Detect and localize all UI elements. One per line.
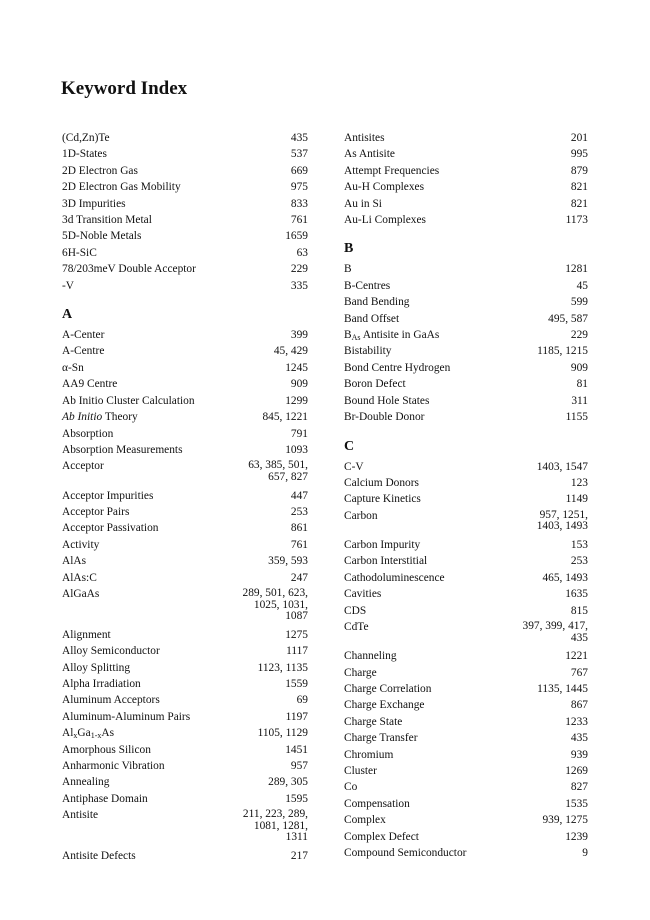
index-entry	[344, 261, 588, 277]
index-entry	[62, 504, 308, 520]
index-term: Charge	[344, 666, 377, 679]
index-pages: 289, 305	[268, 776, 308, 789]
index-pages: 1093	[285, 443, 308, 456]
index-entry	[62, 676, 308, 692]
index-pages: 975	[290, 181, 308, 194]
index-pages: 815	[570, 604, 588, 617]
index-term: 1D-States	[62, 148, 107, 161]
index-entry	[62, 212, 308, 228]
index-entry	[344, 714, 588, 730]
index-term: A-Center	[62, 329, 105, 342]
index-term: α-Sn	[62, 361, 84, 374]
index-term: 6H-SiC	[62, 246, 97, 259]
index-pages: 669	[290, 164, 308, 177]
index-entry	[62, 643, 308, 659]
index-term: Compensation	[344, 797, 410, 810]
index-pages: 465, 1493	[542, 571, 588, 584]
index-pages: 1269	[565, 764, 588, 777]
index-term: CdTe	[344, 620, 369, 633]
index-pages: 81	[576, 378, 588, 391]
index-pages: 247	[290, 571, 308, 584]
index-pages: 861	[290, 522, 308, 535]
index-entry	[62, 393, 308, 409]
index-entry	[62, 520, 308, 536]
index-term: C-V	[344, 460, 364, 473]
index-entry	[62, 327, 308, 343]
index-entry	[62, 426, 308, 442]
index-pages: 761	[290, 538, 308, 551]
index-entry	[344, 619, 588, 644]
index-term: AlAs:C	[62, 571, 97, 584]
index-entry	[62, 196, 308, 212]
index-pages: 879	[570, 164, 588, 177]
index-entry	[62, 570, 308, 586]
index-term: $B_{As}$ Antisite in GaAs	[344, 329, 440, 343]
section-letter: C	[344, 438, 355, 454]
index-entry	[62, 692, 308, 708]
index-term: Charge Transfer	[344, 732, 418, 745]
index-pages: 435	[570, 732, 588, 745]
index-term: A-Centre	[62, 345, 105, 358]
index-term: 78/203meV Double Acceptor	[62, 263, 196, 276]
index-pages: 767	[570, 666, 588, 679]
index-entry	[344, 360, 588, 376]
index-term: Calcium Donors	[344, 476, 419, 489]
index-entry	[344, 796, 588, 812]
index-pages: 435	[290, 132, 308, 144]
index-term: AlGaAs	[62, 587, 100, 600]
index-entry	[62, 848, 308, 864]
index-term: (Cd,Zn)Te	[62, 132, 110, 144]
index-pages: 9	[582, 847, 588, 859]
index-pages: 995	[570, 148, 588, 161]
index-term: 3d Transition Metal	[62, 214, 152, 227]
index-entry	[62, 442, 308, 458]
index-entry	[344, 812, 588, 828]
index-term: Attempt Frequencies	[344, 164, 440, 177]
index-entry	[62, 228, 308, 244]
index-pages: 1185, 1215	[537, 345, 588, 358]
index-term: B	[344, 263, 352, 276]
index-entry	[344, 586, 588, 602]
index-pages: 827	[570, 781, 588, 794]
index-term: Au-Li Complexes	[344, 214, 426, 227]
index-entry	[344, 212, 588, 228]
index-pages: 1535	[565, 797, 588, 810]
index-entry	[344, 730, 588, 746]
index-term: Charge Exchange	[344, 699, 425, 712]
index-term: Bond Centre Hydrogen	[344, 361, 451, 374]
index-pages: 123	[570, 476, 588, 489]
index-pages: 495, 587	[548, 312, 588, 325]
index-term: B-Centres	[344, 279, 391, 292]
index-entry	[344, 459, 588, 475]
index-entry	[62, 791, 308, 807]
index-entry	[344, 376, 588, 392]
index-term: AA9 Centre	[62, 378, 118, 391]
index-entry	[344, 343, 588, 359]
index-entry	[62, 742, 308, 758]
index-entry	[344, 508, 588, 533]
index-pages: 1233	[565, 715, 588, 728]
index-pages: 1403, 1547	[536, 460, 588, 473]
index-term: Absorption Measurements	[62, 443, 183, 456]
index-pages: 399	[290, 329, 308, 342]
index-entry	[62, 537, 308, 553]
index-term: As Antisite	[344, 148, 395, 161]
index-term: AlAs	[62, 555, 87, 568]
index-entry	[344, 146, 588, 162]
index-entry	[62, 245, 308, 261]
index-pages: 791	[290, 427, 308, 440]
index-entry	[62, 758, 308, 774]
index-column-right	[344, 130, 588, 861]
index-term: Boron Defect	[344, 378, 406, 391]
index-term: Aluminum Acceptors	[62, 694, 160, 707]
index-entry	[344, 681, 588, 697]
index-entry	[62, 553, 308, 569]
index-term: Bound Hole States	[344, 394, 430, 407]
index-term: Acceptor Impurities	[62, 489, 154, 502]
index-term: Antisite Defects	[62, 849, 136, 862]
index-term: Antisite	[62, 809, 99, 822]
index-entry	[344, 665, 588, 681]
index-pages: 45	[576, 279, 588, 292]
index-pages: 1221	[565, 650, 588, 663]
index-column-left	[62, 130, 308, 864]
index-pages: 1173	[565, 214, 588, 227]
index-term: Cluster	[344, 764, 377, 777]
index-pages: 1299	[285, 394, 308, 407]
index-pages: 957	[290, 759, 308, 772]
index-pages: 1105, 1129	[257, 727, 308, 740]
index-pages: 833	[290, 197, 308, 210]
index-pages: 1595	[285, 792, 308, 805]
index-entry	[62, 179, 308, 195]
index-pages: 909	[570, 361, 588, 374]
index-pages: 1155	[565, 411, 588, 424]
index-term: Charge State	[344, 715, 403, 728]
index-pages: 909	[290, 378, 308, 391]
index-pages: 1281	[565, 263, 588, 276]
index-pages: 229	[290, 263, 308, 276]
index-entry	[62, 409, 308, 425]
index-term: Capture Kinetics	[344, 493, 421, 506]
index-entry	[344, 409, 588, 425]
index-entry	[344, 570, 588, 586]
index-pages: 253	[570, 555, 588, 568]
index-term: Ab Initio Theory	[62, 411, 138, 424]
index-term: Anharmonic Vibration	[62, 759, 165, 772]
index-term: Aluminum-Aluminum Pairs	[62, 710, 191, 723]
index-pages: 45, 429	[273, 345, 308, 358]
index-pages: 537	[290, 148, 308, 161]
index-pages: 211, 223, 289, 1081, 1281, 1311	[242, 808, 308, 844]
index-term: Cavities	[344, 588, 382, 601]
index-entry	[62, 376, 308, 392]
index-pages: 939	[570, 748, 588, 761]
index-term: Au in Si	[344, 197, 382, 210]
index-term: Br-Double Donor	[344, 411, 425, 424]
index-entry	[62, 163, 308, 179]
index-term: Compound Semiconductor	[344, 847, 467, 859]
index-pages: 1635	[565, 588, 588, 601]
index-pages: 63, 385, 501, 657, 827	[248, 459, 308, 483]
index-term: Absorption	[62, 427, 114, 440]
index-term: Carbon Impurity	[344, 538, 421, 551]
page-title: Keyword Index	[61, 78, 188, 99]
index-pages: 845, 1221	[262, 411, 308, 424]
index-pages: 761	[290, 214, 308, 227]
index-entry	[62, 343, 308, 359]
index-term: Co	[344, 781, 358, 794]
index-entry	[344, 829, 588, 845]
section-letter: A	[62, 307, 73, 323]
index-pages: 1197	[285, 710, 308, 723]
index-term: Alloy Splitting	[62, 661, 131, 674]
index-entry	[344, 603, 588, 619]
index-entry	[344, 179, 588, 195]
index-pages: 153	[570, 538, 588, 551]
index-entry	[344, 130, 588, 146]
index-entry	[344, 196, 588, 212]
section-letter: B	[344, 241, 354, 257]
index-entry	[344, 747, 588, 763]
index-entry	[344, 845, 588, 861]
index-term: Amorphous Silicon	[62, 743, 151, 756]
index-entry	[62, 774, 308, 790]
index-term: Antisites	[344, 132, 385, 144]
index-pages: 1149	[565, 493, 588, 506]
index-pages: 599	[570, 296, 588, 309]
index-term: 2D Electron Gas	[62, 164, 138, 177]
index-term: Carbon Interstitial	[344, 555, 428, 568]
index-entry	[344, 553, 588, 569]
index-entry	[344, 311, 588, 327]
index-entry	[344, 393, 588, 409]
index-entry	[62, 278, 308, 294]
index-term: Channeling	[344, 650, 397, 663]
index-pages: 201	[570, 132, 588, 144]
index-term: Alignment	[62, 628, 111, 641]
index-pages: 217	[290, 849, 308, 862]
index-pages: 335	[290, 279, 308, 292]
index-entry	[62, 586, 308, 623]
index-pages: 1239	[565, 830, 588, 843]
index-pages: 1451	[285, 743, 308, 756]
index-pages: 821	[570, 197, 588, 210]
index-term: Antiphase Domain	[62, 792, 148, 805]
index-term: Alpha Irradiation	[62, 677, 141, 690]
index-pages: 1275	[285, 628, 308, 641]
index-entry	[62, 146, 308, 162]
index-pages: 939, 1275	[542, 814, 588, 827]
index-term: Chromium	[344, 748, 394, 761]
index-entry	[62, 627, 308, 643]
index-pages: 1123, 1135	[257, 661, 308, 674]
index-pages: 1659	[285, 230, 308, 243]
index-term: 2D Electron Gas Mobility	[62, 181, 181, 194]
index-pages: 63	[296, 246, 308, 259]
index-pages: 289, 501, 623, 1025, 1031, 1087	[242, 586, 308, 623]
index-pages: 1117	[286, 645, 308, 658]
index-term: CDS	[344, 604, 367, 617]
index-term: Bistability	[344, 345, 392, 358]
index-pages: 1135, 1445	[537, 682, 588, 695]
index-entry	[62, 725, 308, 741]
index-term: -V	[62, 279, 75, 292]
index-entry	[62, 261, 308, 277]
index-term: Band Bending	[344, 296, 410, 309]
index-term: Acceptor	[62, 460, 104, 473]
index-term: Charge Correlation	[344, 682, 432, 695]
index-pages: 69	[296, 694, 308, 707]
index-entry	[62, 360, 308, 376]
index-entry	[344, 294, 588, 310]
index-entry	[62, 709, 308, 725]
index-pages: 821	[570, 181, 588, 194]
index-term: Band Offset	[344, 312, 400, 325]
index-term: $Al_xGa_{1-x}As$	[62, 727, 115, 741]
index-entry	[344, 697, 588, 713]
index-entry	[62, 660, 308, 676]
index-pages: 311	[571, 394, 588, 407]
index-pages: 447	[290, 489, 308, 502]
index-entry	[62, 130, 308, 146]
index-entry	[62, 488, 308, 504]
index-pages: 1245	[285, 361, 308, 374]
index-entry	[344, 537, 588, 553]
index-term: 3D Impurities	[62, 197, 126, 210]
index-entry	[344, 779, 588, 795]
index-pages: 397, 399, 417, 435	[522, 619, 588, 644]
index-entry	[62, 807, 308, 844]
index-term: Acceptor Passivation	[62, 522, 159, 535]
index-entry	[344, 278, 588, 294]
index-pages: 359, 593	[268, 555, 308, 568]
index-term: Alloy Semiconductor	[62, 645, 160, 658]
index-term: Complex	[344, 814, 386, 827]
index-term: Activity	[62, 538, 100, 551]
index-entry	[344, 327, 588, 343]
index-term: Annealing	[62, 776, 110, 789]
index-pages: 957, 1251, 1403, 1493	[536, 508, 588, 533]
index-term: Ab Initio Cluster Calculation	[62, 394, 195, 407]
index-pages: 253	[290, 505, 308, 518]
index-entry	[344, 163, 588, 179]
index-entry	[344, 648, 588, 664]
index-pages: 867	[570, 699, 588, 712]
index-entry	[344, 491, 588, 507]
index-term: Complex Defect	[344, 830, 419, 843]
index-term: Au-H Complexes	[344, 181, 425, 194]
index-pages: 1559	[285, 677, 308, 690]
index-term: Cathodoluminescence	[344, 571, 445, 584]
index-entry	[344, 475, 588, 491]
index-term: Acceptor Pairs	[62, 505, 130, 518]
index-term: Carbon	[344, 509, 378, 522]
index-entry	[344, 763, 588, 779]
index-term: 5D-Noble Metals	[62, 230, 142, 243]
index-entry	[62, 458, 308, 483]
index-pages: 229	[570, 329, 588, 342]
